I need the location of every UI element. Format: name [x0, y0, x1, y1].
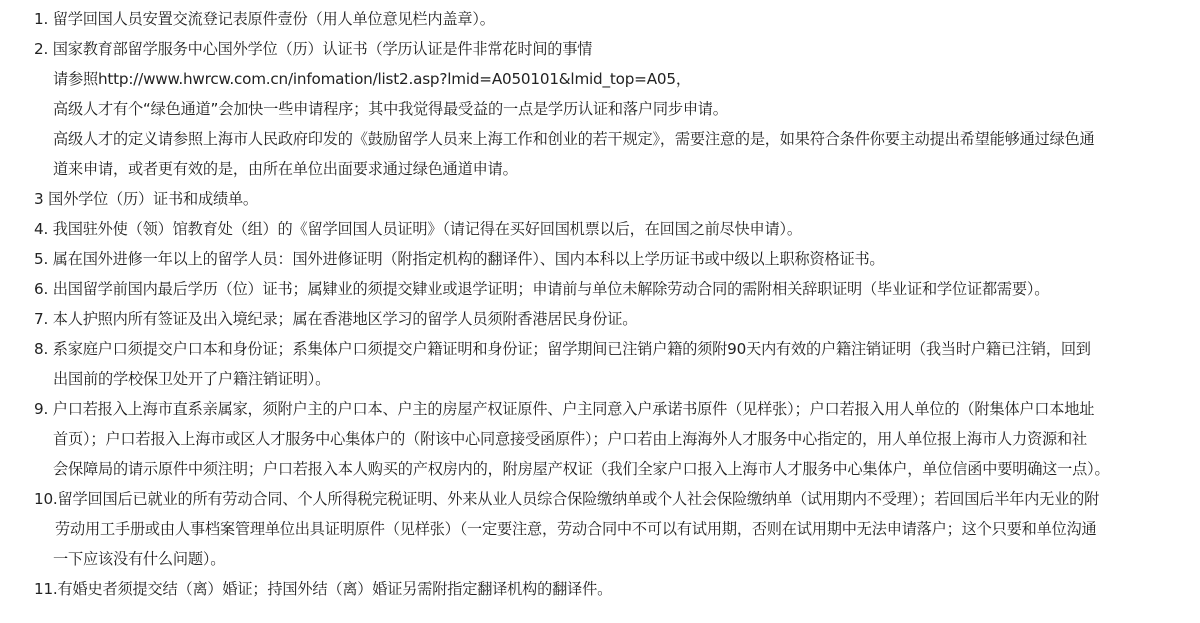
- item-line: 劳动用工手册或由人事档案管理单位出具证明原件（见样张）（一定要注意，劳动合同中不可以有试用期，否则在试用期中无法申请落户；这个只要和单位沟通: [55, 520, 1097, 538]
- list-item: [0, 304, 1200, 334]
- item-line: 11.有婚史者须提交结（离）婚证；持国外结（离）婚证另需附指定翻译机构的翻译件。: [34, 580, 613, 598]
- item-line: 首页）；户口若报入上海市或区人才服务中心集体户的（附该中心同意接受函原件）；户口若由上海海外人才服务中心指定的，用人单位报上海市人力资源和社: [53, 430, 1087, 448]
- item-line: 7. 本人护照内所有签证及出入境纪录；属在香港地区学习的留学人员须附香港居民身份证。: [34, 310, 638, 328]
- document-body: [0, 4, 1200, 604]
- list-item: [0, 184, 1200, 214]
- item-line: 2. 国家教育部留学服务中心国外学位（历）认证书（学历认证是件非常花时间的事情: [34, 40, 593, 58]
- item-line: 高级人才的定义请参照上海市人民政府印发的《鼓励留学人员来上海工作和创业的若干规定》，需要注意的是，如果符合条件你要主动提出希望能够通过绿色通: [53, 130, 1095, 148]
- list-item: [0, 34, 1200, 184]
- item-line: 9. 户口若报入上海市直系亲属家，须附户主的户口本、户主的房屋产权证原件、户主同意入户承诺书原件（见样张）；户口若报入用人单位的（附集体户口本地址: [34, 400, 1095, 418]
- list-item: [0, 4, 1200, 34]
- item-line: 3 国外学位（历）证书和成绩单。: [34, 190, 258, 208]
- item-line: 出国前的学校保卫处开了户籍注销证明）。: [53, 370, 331, 388]
- item-line: 道来申请，或者更有效的是，由所在单位出面要求通过绿色通道申请。: [53, 160, 518, 178]
- list-item: [0, 574, 1200, 604]
- list-item: [0, 484, 1200, 574]
- item-line: 一下应该没有什么问题）。: [53, 550, 226, 568]
- list-item: [0, 274, 1200, 304]
- item-line: 5. 属在国外进修一年以上的留学人员：国外进修证明（附指定机构的翻译件）、国内本科以上学历证书或中级以上职称资格证书。: [34, 250, 885, 268]
- list-item: [0, 214, 1200, 244]
- list-item: [0, 244, 1200, 274]
- item-line: 请参照http://www.hwrcw.com.cn/infomation/list2.asp?lmid=A050101&lmid_top=A05，: [53, 70, 691, 88]
- item-line: 4. 我国驻外使（领）馆教育处（组）的《留学回国人员证明》（请记得在买好回国机票以后，在回国之前尽快申请）。: [34, 220, 802, 238]
- item-line: 6. 出国留学前国内最后学历（位）证书；属肄业的须提交肄业或退学证明；申请前与单位未解除劳动合同的需附相关辞职证明（毕业证和学位证都需要）。: [34, 280, 1050, 298]
- list-item: [0, 394, 1200, 484]
- item-line: 10.留学回国后已就业的所有劳动合同、个人所得税完税证明、外来从业人员综合保险缴纳单或个人社会保险缴纳单（试用期内不受理）；若回国后半年内无业的附: [34, 490, 1100, 508]
- item-line: 会保障局的请示原件中须注明；户口若报入本人购买的产权房内的，附房屋产权证（我们全家户口报入上海市人才服务中心集体户，单位信函中要明确这一点）。: [53, 460, 1110, 478]
- list-item: [0, 334, 1200, 394]
- item-line: 高级人才有个“绿色通道”会加快一些申请程序；其中我觉得最受益的一点是学历认证和落户同步申请。: [53, 100, 728, 118]
- item-line: 1. 留学回国人员安置交流登记表原件壹份（用人单位意见栏内盖章）。: [34, 10, 495, 28]
- item-line: 8. 系家庭户口须提交户口本和身份证；系集体户口须提交户籍证明和身份证；留学期间已注销户籍的须附90天内有效的户籍注销证明（我当时户籍已注销，回到: [34, 340, 1091, 358]
